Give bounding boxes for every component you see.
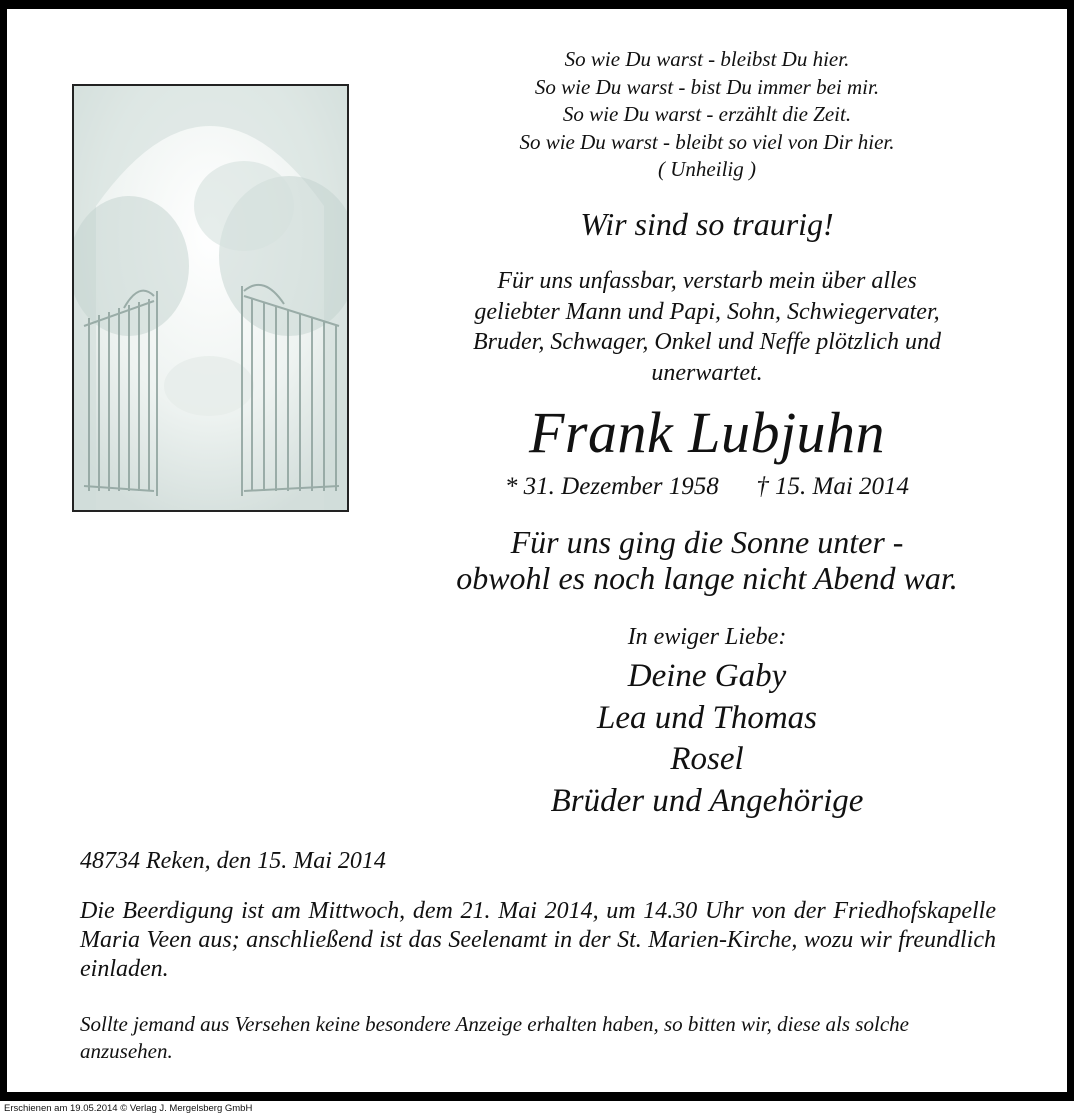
headline: Wir sind so traurig! <box>580 206 834 242</box>
poem-line: So wie Du warst - bleibt so viel von Dir hier. <box>519 129 895 154</box>
intro-line: geliebter Mann und Papi, Sohn, Schwiegervater, <box>474 298 940 325</box>
mourner-name: Lea und Thomas <box>596 699 818 736</box>
intro-text <box>418 266 996 388</box>
quote-line: Für uns ging die Sonne unter - <box>510 524 904 560</box>
notice-note: Sollte jemand aus Versehen keine besondere Anzeige erhalten haben, so bitten wir, diese als solche anzusehen. <box>80 1012 909 1063</box>
quote <box>418 524 996 596</box>
poem-line: So wie Du warst - bleibst Du hier. <box>564 47 850 71</box>
cemetery-gate-image <box>72 84 349 512</box>
life-dates <box>418 472 996 502</box>
intro-line: Für uns unfassbar, verstarb mein über alles <box>497 268 917 294</box>
poem-source: ( Unheilig ) <box>658 157 756 181</box>
mourner-name: Deine Gaby <box>627 658 787 694</box>
death-date: † 15. Mai 2014 <box>756 473 910 500</box>
poem-line: So wie Du warst - bist Du immer bei mir. <box>534 74 880 99</box>
intro-line: unerwartet. <box>651 359 763 386</box>
mourners-list <box>418 656 996 822</box>
quote-line: obwohl es noch lange nicht Abend war. <box>456 560 958 596</box>
place-date: 48734 Reken, den 15. Mai 2014 <box>80 848 386 874</box>
mourner-name: Brüder und Angehörige <box>550 782 864 819</box>
funeral-info: Die Beerdigung ist am Mittwoch, dem 21. Mai 2014, um 14.30 Uhr von der Friedhofskapelle Maria Veen aus; anschließend ist das Seelenamt in der St. Marien-Kirche, wozu wir freundlich einladen. <box>80 898 996 982</box>
mourner-name: Rosel <box>670 741 744 777</box>
mourners-intro: In ewiger Liebe: <box>627 624 787 650</box>
deceased-name: Frank Lubjuhn <box>528 400 886 465</box>
publication-footer: Erschienen am 19.05.2014 © Verlag J. Mergelsberg GmbH <box>4 1103 253 1114</box>
intro-line: Bruder, Schwager, Onkel und Neffe plötzlich und <box>473 329 941 355</box>
birth-date: * 31. Dezember 1958 <box>504 473 719 500</box>
poem-line: So wie Du warst - erzählt die Zeit. <box>562 102 852 126</box>
poem <box>418 46 996 184</box>
